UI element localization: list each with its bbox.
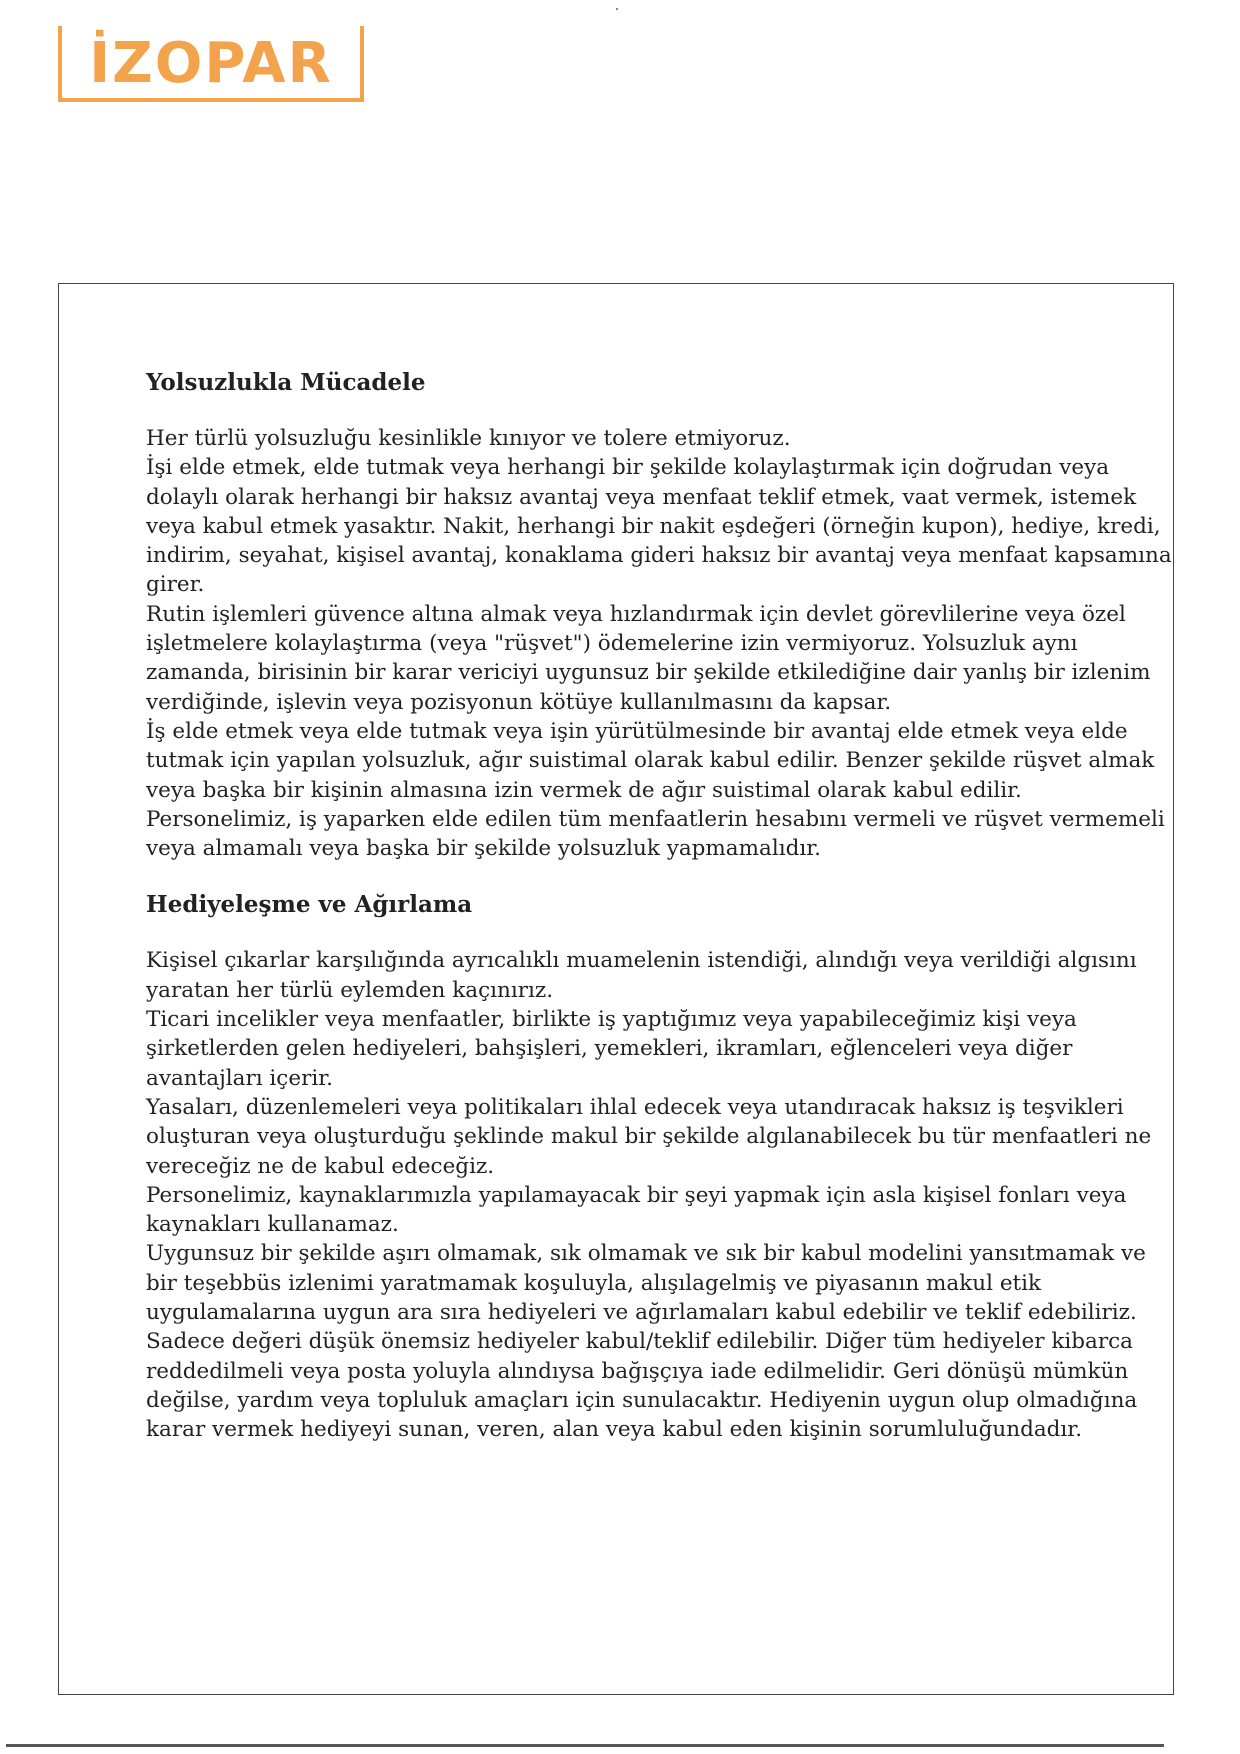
paragraph: Personelimiz, iş yaparken elde edilen tüm menfaatlerin hesabını vermeli ve rüşvet vermemeli veya almamalı veya başka bir şekilde yolsuzluk yapmamalıdır. — [146, 806, 1165, 862]
section-spacer — [146, 863, 1174, 890]
logo-text: İZOPAR — [89, 31, 333, 96]
scan-speck — [616, 8, 618, 10]
paragraph: Personelimiz, kaynaklarımızla yapılamayacak bir şeyi yapmak için asla kişisel fonları veya kaynakları kullanamaz. — [146, 1182, 1127, 1238]
paragraph: İş elde etmek veya elde tutmak veya işin yürütülmesinde bir avantaj elde etmek veya elde tutmak için yapılan yolsuzluk, ağır suistimal olarak kabul edilir. Benzer şekilde rüşvet almak veya başka bir kişinin almasına izin vermek de ağır suistimal olarak kabul edilir. — [146, 718, 1155, 803]
paragraph: İşi elde etmek, elde tutmak veya herhangi bir şekilde kolaylaştırmak için doğrudan veya dolaylı olarak herhangi bir haksız avantaj veya menfaat teklif etmek, vaat vermek, istemek veya kabul etmek yasaktır. Nakit, herhangi bir nakit eşdeğeri (örneğin kupon), hediye, kredi, indirim, seyahat, kişisel avantaj, konaklama gideri haksız bir avantaj veya menfaat kapsamına girer. — [146, 455, 1172, 598]
paragraph: Yasaları, düzenlemeleri veya politikaları ihlal edecek veya utandıracak haksız iş teşvikleri oluşturan veya oluşturduğu şeklinde makul bir şekilde algılanabilecek bu tür menfaatleri ne vereceğiz ne de kabul edeceğiz. — [146, 1094, 1152, 1179]
paragraph: Uygunsuz bir şekilde aşırı olmamak, sık olmamak ve sık bir kabul modelini yansıtmamak ve bir teşebbüs izlenimi yaratmamak koşuluyla, alışılagelmiş ve piyasanın makul etik uygulamalarına uygun ara sıra hediyeleri ve ağırlamaları kabul edebilir ve teklif edebiliriz. Sadece değeri düşük önemsiz hediyeler kabul/teklif edilebilir. Diğer tüm hediyeler kibarca reddedilmeli veya posta yoluyla alındıysa bağışçıya iade edilmelidir. Geri dönüşü mümkün değilse, yardım veya topluluk amaçları için sunulacaktır. Hediyenin uygun olup olmadığına karar vermek hediyeyi sunan, veren, alan veya kabul eden kişinin sorumluluğundadır. — [146, 1241, 1146, 1443]
section-title-anti-corruption: Yolsuzlukla Mücadele — [146, 369, 426, 396]
company-logo — [58, 26, 364, 102]
paragraph: Kişisel çıkarlar karşılığında ayrıcalıklı muamelenin istendiği, alındığı veya verildiği algısını yaratan her türlü eylemden kaçınırız. — [146, 948, 1137, 1003]
section-title-gifts-hospitality: Hediyeleşme ve Ağırlama — [146, 891, 473, 919]
page-bottom-rule — [6, 1744, 1164, 1747]
paragraph: Ticari incelikler veya menfaatler, birlikte iş yaptığımız veya yapabileceğimiz kişi veya şirketlerden gelen hediyeleri, bahşişleri, yemekleri, ikramları, eğlenceleri veya diğer avantajları içerir. — [146, 1007, 1077, 1091]
paragraph: Rutin işlemleri güvence altına almak veya hızlandırmak için devlet görevlilerine veya özel işletmelere kolaylaştırma (veya "rüşvet") ödemelerine izin vermiyoruz. Yolsuzluk aynı zamanda, birisinin bir karar vericiyi uygunsuz bir şekilde etkilediğine dair yanlış bir izlenim verdiğinde, işlevin veya pozisyonun kötüye kullanılmasını da kapsar. — [146, 601, 1151, 715]
paragraph: Her türlü yolsuzluğu kesinlikle kınıyor ve tolere etmiyoruz. — [146, 426, 791, 451]
document-body — [146, 368, 1174, 1445]
